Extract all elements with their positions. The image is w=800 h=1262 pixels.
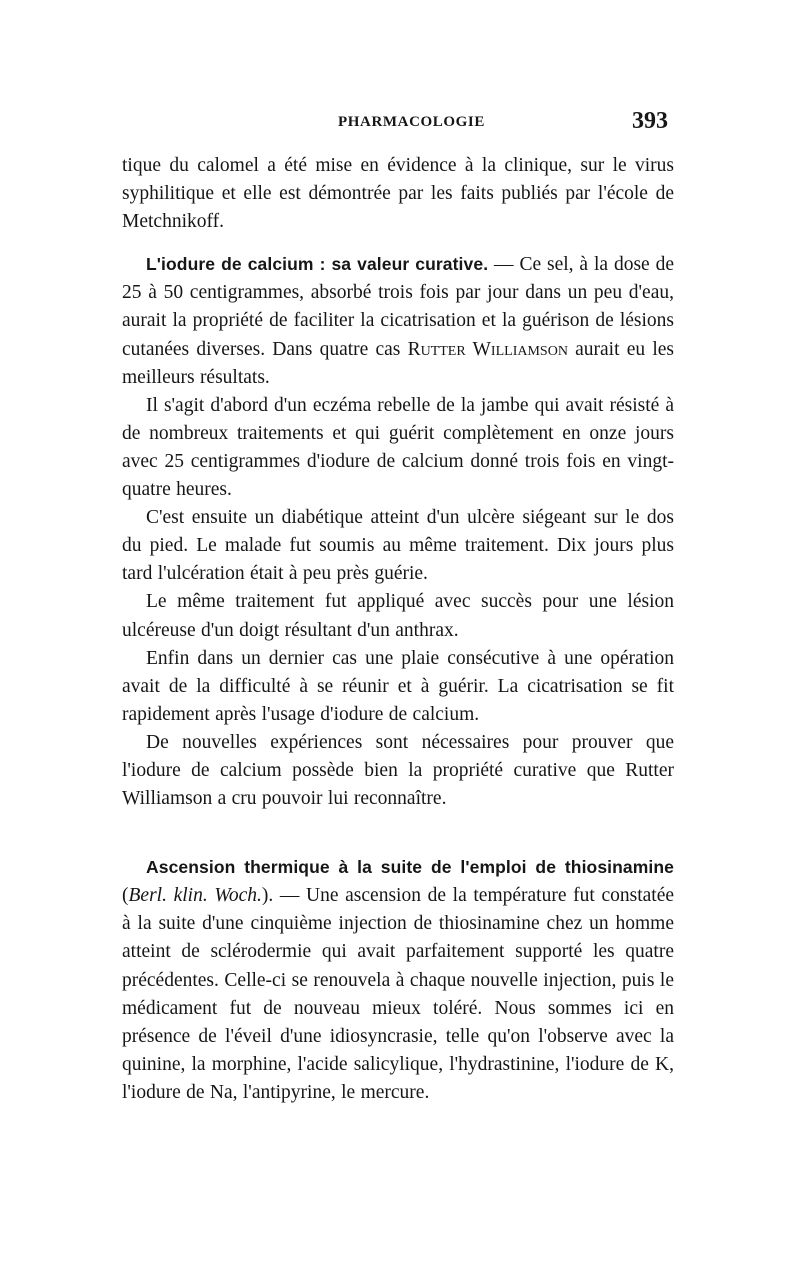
section-intro-end: aurait eu les meilleurs résultats.	[122, 338, 674, 388]
section-heading-iodure-calcium: L'iodure de calcium : sa valeur curative.	[146, 254, 489, 275]
source-close: ).	[261, 885, 274, 907]
page-body	[122, 152, 674, 1107]
running-title: PHARMACOLOGIE	[338, 114, 485, 130]
section-thiosinamine	[122, 853, 674, 1107]
paragraph-continuation: tique du calomel a été mise en évidence à la clinique, sur le virus syphilitique et elle est démontrée par les faits publiés par l'école de Metchnikoff.	[122, 155, 674, 233]
source-citation: Berl. klin. Woch.	[128, 885, 262, 907]
author-name: Rutter Williamson	[407, 338, 568, 360]
section-intro-text: — Ce sel, à la dose de 25 à 50 centigrammes, absorbé trois fois par jour dans un peu d'eau, aurait la propriété de faciliter la cicatrisation et la guérison de lésions cutanées diverses. Dans quatre cas	[122, 254, 674, 360]
section-heading-thiosinamine: Ascension thermique à la suite de l'emploi de thiosinamine	[146, 857, 674, 878]
paragraph-diabetic-case: C'est ensuite un diabétique atteint d'un ulcère siégeant sur le dos du pied. Le malade fut soumis au même traitement. Dix jours plus tard l'ulcération était à peu près guérie.	[122, 507, 674, 585]
source-open: (	[122, 885, 129, 907]
paragraph-wound-case: Enfin dans un dernier cas une plaie consécutive à une opération avait de la difficulté à se réunir et à guérir. La cicatrisation se fit rapidement après l'usage d'iodure de calcium.	[122, 647, 674, 725]
paragraph-anthrax-case: Le même traitement fut appliqué avec succès pour une lésion ulcéreuse d'un doigt résultant d'un anthrax.	[122, 591, 674, 641]
section-iodure-calcium-intro	[122, 250, 674, 391]
paragraph-conclusion: De nouvelles expériences sont nécessaires pour prouver que l'iodure de calcium possède bien la propriété curative que Rutter Williamson a cru pouvoir lui reconnaître.	[122, 731, 674, 810]
page-number: 393	[632, 108, 668, 134]
paragraph-eczema-case: Il s'agit d'abord d'un eczéma rebelle de la jambe qui avait résisté à de nombreux traitements et qui guérit complètement en onze jours avec 25 centigrammes d'iodure de calcium donné trois fois en vingt-quatre heures.	[122, 394, 674, 501]
running-head	[122, 108, 672, 138]
section-body-text: — Une ascension de la température fut constatée à la suite d'une cinquième injection de thiosinamine chez un homme atteint de sclérodermie qui avait parfaitement supporté les quatre précédentes. Celle-ci se renouvela à chaque nouvelle injection, puis le médicament fut de nouveau mieux toléré. Nous sommes ici en présence de l'éveil d'une idiosyncrasie, telle qu'on l'observe avec la quinine, la morphine, l'acide salicylique, l'hydrastinine, l'iodure de K, l'iodure de Na, l'antipyrine, le mercure.	[122, 885, 674, 1103]
